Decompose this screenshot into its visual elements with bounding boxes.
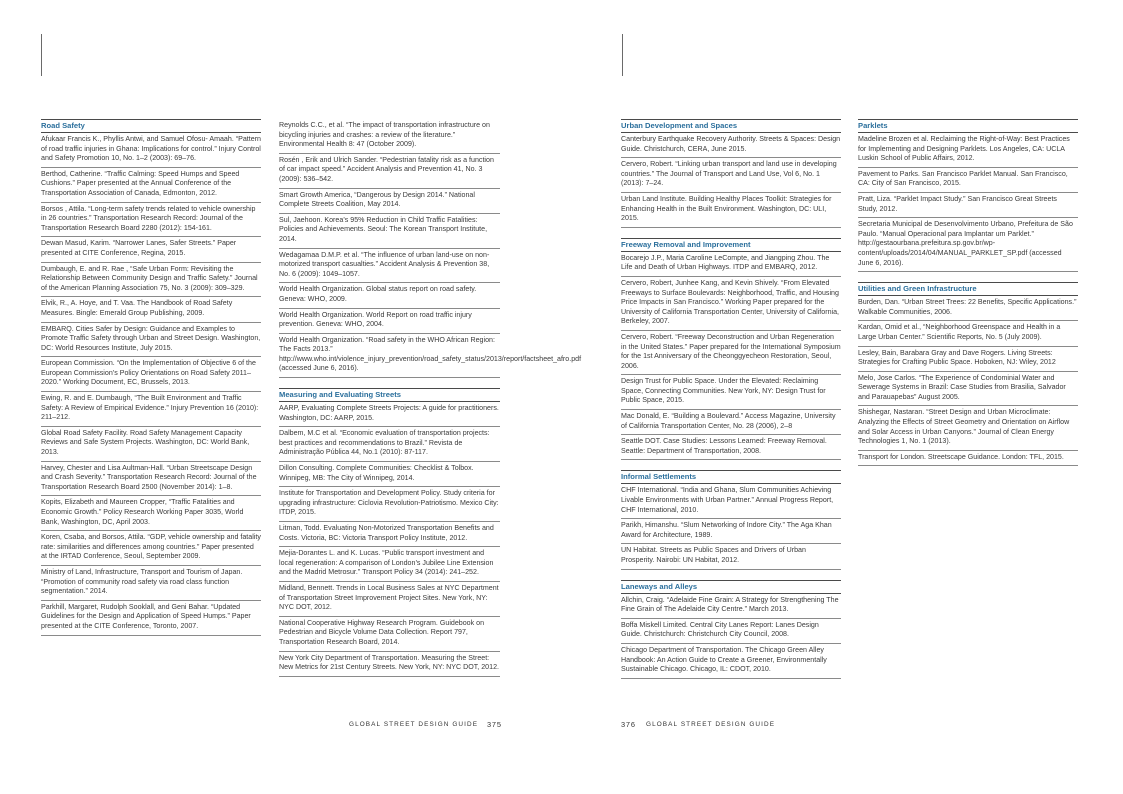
reference-entry: UN Habitat. Streets as Public Spaces and Drivers of Urban Prosperity. Nairobi: UN Habitat, 2012.: [621, 544, 841, 569]
reference-entry: Kopits, Elizabeth and Maureen Cropper, “Traffic Fatalities and Economic Growth.” Policy Research Working Paper 3035, World Bank, Washington, DC, April 2003.: [41, 496, 261, 531]
left-page-margin-rule: [41, 34, 42, 76]
reference-entry: Cervero, Robert, Junhee Kang, and Kevin Shively. “From Elevated Freeways to Surface Boulevards: Neighborhood, Traffic, and Housing Price Impacts in San Francisco.” Working Paper prepared for the University of California Transportation Center, University of California, Berkeley, 2007.: [621, 277, 841, 331]
reference-entry: Boffa Miskell Limited. Central City Lanes Report: Lanes Design Guide. Christchurch: Christchurch City Council, 2008.: [621, 619, 841, 644]
section-heading: Parklets: [858, 119, 1078, 133]
right-page-number: 376: [621, 720, 636, 729]
reference-entry: Afukaar Francis K., Phyllis Antwi, and Samuel Ofosu- Amaah. “Pattern of road traffic injuries in Ghana: Implications for control.” Injury Control and Safety Promotion 10, No. 1–2 (2003): 69–76.: [41, 133, 261, 168]
left-page-column-1: [41, 119, 261, 636]
reference-entry: Lesley, Bain, Barabara Gray and Dave Rogers. Living Streets: Strategies for Crafting Public Space. Hoboken, NJ: Wiley, 2012: [858, 347, 1078, 372]
reference-entry: Institute for Transportation and Development Policy. Study criteria for upgrading infrastructure: Ciclovia Revolution-Patriotismo. Mexico City: ITDP, 2015.: [279, 487, 500, 522]
reference-entry: Transport for London. Streetscape Guidance. London: TFL, 2015.: [858, 451, 1078, 467]
section-heading: Freeway Removal and Improvement: [621, 238, 841, 252]
reference-entry: World Health Organization. “Road safety in the WHO African Region: The Facts 2013.” http://www.who.int/violence_injury_prevention/road_safety_status/2013/report/factsheet_afro.pdf (accessed June 6, 2016).: [279, 334, 500, 378]
reference-entry: Borsos , Attila. “Long-term safety trends related to vehicle ownership in 26 countries.” Transportation Research Record: Journal of the Transportation Research Board 2280 (2012): 154-161.: [41, 203, 261, 238]
reference-entry: World Health Organization. Global status report on road safety. Geneva: WHO, 2009.: [279, 283, 500, 308]
reference-entry: Dumbaugh, E. and R. Rae , “Safe Urban Form: Revisiting the Relationship Between Community Design and Traffic Safety.” Journal of the American Planning Association 75, No. 3 (2009): 309–329.: [41, 263, 261, 298]
reference-entry: Midland, Bennett. Trends in Local Business Sales at NYC Department of Transportation Street Improvement Project Sites. New York, NY: NYC DOT, 2012.: [279, 582, 500, 617]
reference-entry: Design Trust for Public Space. Under the Elevated: Reclaiming Space, Connecting Communities. New York, NY: Design Trust for Public Space, 2015.: [621, 375, 841, 410]
reference-entry: Allchin, Craig. “Adelaide Fine Grain: A Strategy for Strengthening The Fine Grain of The Adelaide City Centre.” March 2013.: [621, 594, 841, 619]
reference-entry: New York City Department of Transportation. Measuring the Street: New Metrics for 21st Century Streets. New York, NY: NYC DOT, 2012.: [279, 652, 500, 677]
right-page-footer-title: GLOBAL STREET DESIGN GUIDE: [646, 721, 776, 728]
reference-entry: Berthod, Catherine. “Traffic Calming: Speed Humps and Speed Cushions.” Paper presented at the Annual Conference of the Transportation Association of Canada, Edmonton, 2012.: [41, 168, 261, 203]
section-heading: Laneways and Alleys: [621, 580, 841, 594]
left-page-column-2: [279, 119, 582, 677]
section-heading: Utilities and Green Infrastructure: [858, 282, 1078, 296]
reference-entry: World Health Organization. World Report on road traffic injury prevention. Geneva: WHO, 2004.: [279, 309, 500, 334]
reference-entry: Bocarejo J.P., Maria Caroline LeCompte, and Jiangping Zhou. The Life and Death of Urban Highways. ITDP and EMBARQ, 2012.: [621, 252, 841, 277]
section-heading: Informal Settlements: [621, 470, 841, 484]
reference-entry: Reynolds C.C., et al. “The impact of transportation infrastructure on bicycling injuries and crashes: a review of the literature.” Environmental Health 8: 47 (October 2009).: [279, 119, 500, 154]
reference-entry: Dillon Consulting. Complete Communities: Checklist & Tolbox. Winnipeg, MB: The City of Winnipeg, 2014.: [279, 462, 500, 487]
reference-entry: Mejia-Dorantes L. and K. Lucas. “Public transport investment and local regeneration: A comparison of London’s Jubilee Line Extension and the Madrid Metrosur.” Transport Policy 34 (2014): 241–252.: [279, 547, 500, 582]
reference-entry: Koren, Csaba, and Borsos, Attila. “GDP, vehicle ownership and fatality rate: similarities and differences among countries.” Paper presented at the IRTAD Conference, Seoul, September 2009.: [41, 531, 261, 566]
left-page-number: 375: [487, 720, 502, 729]
reference-entry: Burden, Dan. “Urban Street Trees: 22 Benefits, Specific Applications.” Walkable Communities, 2006.: [858, 296, 1078, 321]
reference-entry: EMBARQ. Cities Safer by Design: Guidance and Examples to Promote Traffic Safety through Urban and Street Design. Washington, DC: World Resources Institute, July 2015.: [41, 323, 261, 358]
reference-entry: Elvik, R., A. Hoye, and T. Vaa. The Handbook of Road Safety Measures. Bingle: Emerald Group Publishing, 2009.: [41, 297, 261, 322]
reference-entry: AARP, Evaluating Complete Streets Projects: A guide for practitioners. Washington, DC: AARP, 2015.: [279, 402, 500, 427]
reference-entry: Parkhill, Margaret, Rudolph Sooklall, and Geni Bahar. “Updated Guidelines for the Design and Application of Speed Humps.” Paper presented at the CITE Conference, Toronto, 2007.: [41, 601, 261, 636]
reference-entry: Global Road Safety Facility. Road Safety Management Capacity Reviews and Safe System Projects. Washington, DC: World Bank, 2013.: [41, 427, 261, 462]
reference-entry: Madeline Brozen et al. Reclaiming the Right-of-Way: Best Practices for Implementing and Designing Parklets. Los Angeles, CA: UCLA Luskin School of Public Affairs, 2012.: [858, 133, 1078, 168]
reference-entry: Melo, Jose Carlos. “The Experience of Condominial Water and Sewerage Systems in Brazil: Case Studies from Brasilia, Salvador and Parauapebas” August 2005.: [858, 372, 1078, 407]
reference-entry: Harvey, Chester and Lisa Aultman-Hall. “Urban Streetscape Design and Crash Severity.” Transportation Research Record: Journal of the Transportation Research Board 2500 (November 2014): 1–8.: [41, 462, 261, 497]
left-page-footer-title: GLOBAL STREET DESIGN GUIDE: [349, 721, 479, 728]
reference-entry: Ministry of Land, Infrastructure, Transport and Tourism of Japan. “Promotion of community road safety via road class function segmentation.” 2014.: [41, 566, 261, 601]
reference-entry: Urban Land Institute. Building Healthy Places Toolkit: Strategies for Enhancing Health in the Built Environment. Washington, DC: ULI, 2015.: [621, 193, 841, 228]
reference-entry: Chicago Department of Transportation. The Chicago Green Alley Handbook: An Action Guide to Create a Greener, Environmentally Sustainable Chicago. Chicago, IL: CDOT, 2010.: [621, 644, 841, 679]
reference-entry: Seattle DOT. Case Studies: Lessons Learned: Freeway Removal. Seattle: Department of Transportation, 2008.: [621, 435, 841, 460]
reference-entry: Litman, Todd. Evaluating Non-Motorized Transportation Benefits and Costs. Victoria, BC: Victoria Transport Policy Institute, 2012.: [279, 522, 500, 547]
reference-entry: Shishegar, Nastaran. “Street Design and Urban Microclimate: Analyzing the Effects of Street Geometry and Orientation on Airflow and Solar Access in Urban Canyons.” Journal of Clean Energy Technologies 1, No. 1 (2013).: [858, 406, 1078, 450]
reference-entry: Secretaria Municipal de Desenvolvimento Urbano, Prefeitura de São Paulo. “Manual Operacional para Implantar um Parklet.” http://gestaourbana.prefeitura.sp.gov.br/wp-content/uploads/2014/04/MANUAL_PARKLET_SP.pdf (accessed June 6, 2016).: [858, 218, 1078, 272]
section-heading: Road Safety: [41, 119, 261, 133]
reference-entry: Sul, Jaehoon. Korea’s 95% Reduction in Child Traffic Fatalities: Policies and Achievements. Seoul: The Korean Transport Institute, 2014.: [279, 214, 500, 249]
section-heading: Measuring and Evaluating Streets: [279, 388, 500, 402]
reference-entry: Dalbem, M.C et al. “Economic evaluation of transportation projects: best practices and recommendations to Brazil.” Revista de Administração Pública 44, No.1 (2010): 87-117.: [279, 427, 500, 462]
reference-entry: Cervero, Robert. “Linking urban transport and land use in developing countries.” The Journal of Transport and Land Use, Vol 6, No. 1 (2013): 7–24.: [621, 158, 841, 193]
reference-entry: Smart Growth America, “Dangerous by Design 2014.” National Complete Streets Coalition, May 2014.: [279, 189, 500, 214]
reference-entry: Rosén , Erik and Ulrich Sander. “Pedestrian fatality risk as a function of car impact speed.” Accident Analysis and Prevention 41, No. 3 (2009): 536–542.: [279, 154, 500, 189]
reference-entry: Mac Donald, E. “Building a Boulevard.” Access Magazine, University of California Transportation Center, No. 28 (2006), 2–8: [621, 410, 841, 435]
reference-entry: Wedagamaa D.M.P. et al. “The influence of urban land-use on non-motorized transport casualties.” Accident Analysis & Prevention 38, No. 6 (2009): 1049–1057.: [279, 249, 500, 284]
reference-entry: Parikh, Himanshu. “Slum Networking of Indore City.” The Aga Khan Award for Architecture, 1989.: [621, 519, 841, 544]
reference-entry: Pratt, Liza. “Parklet Impact Study.” San Francisco Great Streets Study, 2012.: [858, 193, 1078, 218]
reference-entry: Dewan Masud, Karim. “Narrower Lanes, Safer Streets.” Paper presented at CITE Conference, Regina, 2015.: [41, 237, 261, 262]
section-heading: Urban Development and Spaces: [621, 119, 841, 133]
right-page-column-1: [621, 119, 841, 679]
reference-entry: National Cooperative Highway Research Program. Guidebook on Pedestrian and Bicycle Volume Data Collection. Report 797, Transportation Research Board, 2014.: [279, 617, 500, 652]
reference-entry: Canterbury Earthquake Recovery Authority. Streets & Spaces: Design Guide. Christchurch, CERA, June 2015.: [621, 133, 841, 158]
reference-entry: Ewing, R. and E. Dumbaugh, “The Built Environment and Traffic Safety: A Review of Empirical Evidence.” Injury Prevention 16 (2010): 211–212.: [41, 392, 261, 427]
right-page-column-2: [858, 119, 1078, 466]
right-page-margin-rule: [622, 34, 623, 76]
reference-entry: Cervero, Robert. “Freeway Deconstruction and Urban Regeneration in the United States.” Paper prepared for the International Symposium for the 1st Anniversary of the Cheonggyecheon Restoration, Seoul, 2006.: [621, 331, 841, 375]
reference-entry: Pavement to Parks. San Francisco Parklet Manual. San Francisco, CA: City of San Francisco, 2015.: [858, 168, 1078, 193]
reference-entry: Kardan, Omid et al., “Neighborhood Greenspace and Health in a Large Urban Center.” Scientific Reports, No. 5 (July 2009).: [858, 321, 1078, 346]
reference-entry: CHF International. “India and Ghana, Slum Communities Achieving Livable Environments with Urban Partner.” Annual Progress Report, CHF International, 2010.: [621, 484, 841, 519]
reference-entry: European Commission. “On the Implementation of Objective 6 of the European Commission’s Policy Orientations on Road Safety 2011–2020.” Working Document, EC, Brussels, 2013.: [41, 357, 261, 392]
